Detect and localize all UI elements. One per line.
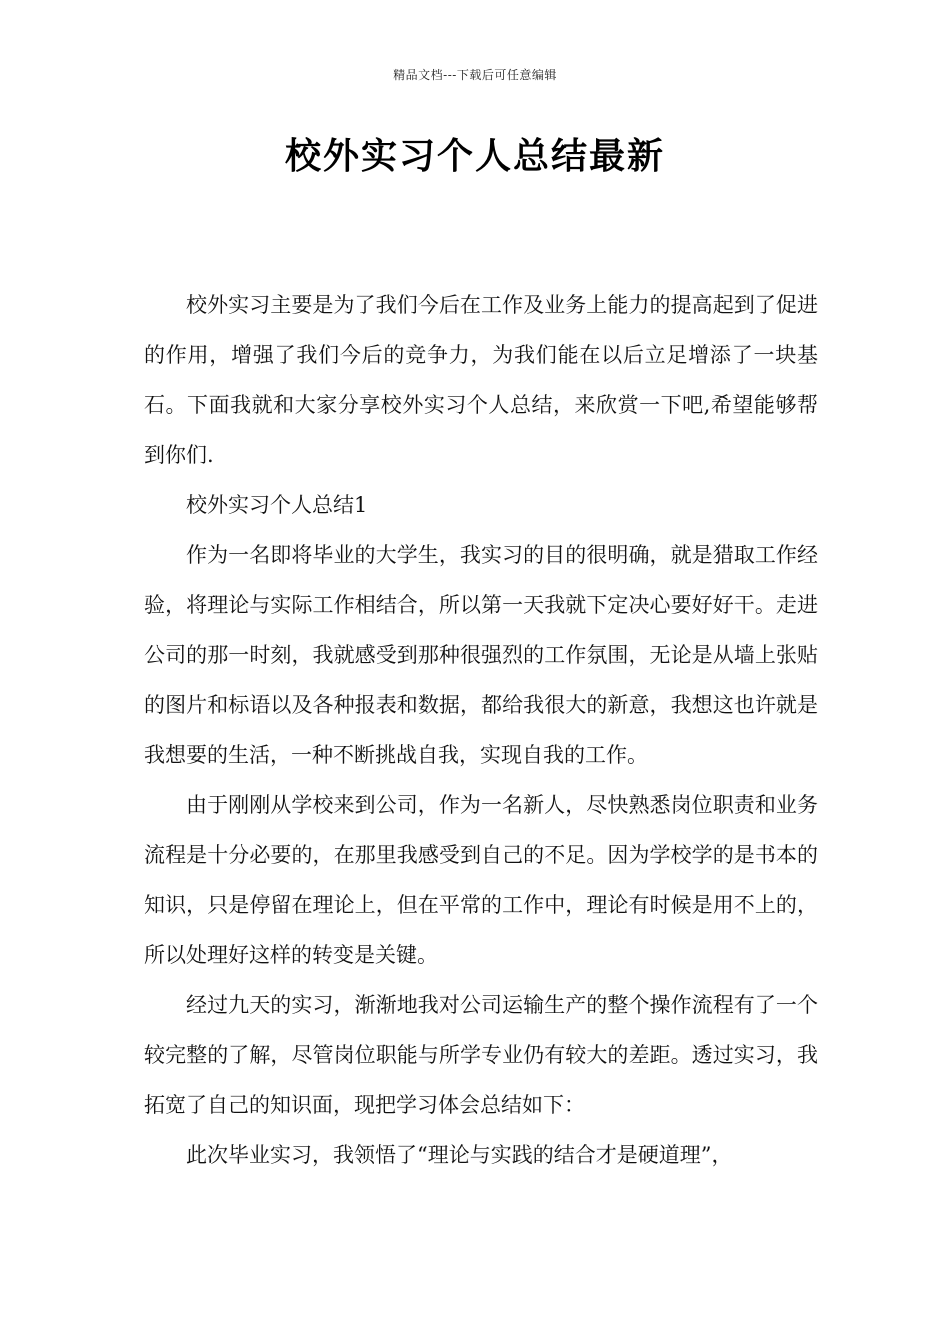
body-paragraph: 此次毕业实习，我领悟了“理论与实践的结合才是硬道理”， [186, 1143, 733, 1167]
section-heading: 校外实习个人总结1 [186, 493, 368, 517]
document-title: 校外实习个人总结最新 [284, 135, 665, 177]
intro-paragraph: 校外实习主要是为了我们今后在工作及业务上能力的提高起到了促进的作用，增强了我们今后的竞争力，为我们能在以后立足增添了一块基石。下面我就和大家分享校外实习个人总结，来欣赏一下吧,希望能够帮到你们. [144, 293, 818, 467]
body-paragraph: 作为一名即将毕业的大学生，我实习的目的很明确，就是猎取工作经验，将理论与实际工作相结合，所以第一天我就下定决心要好好干。走进公司的那一时刻，我就感受到那种很强烈的工作氛围，无论是从墙上张贴的图片和标语以及各种报表和数据，都给我很大的新意，我想这也许就是我想要的生活，一种不断挑战自我，实现自我的工作。 [144, 543, 818, 767]
document-body [144, 280, 818, 1180]
header-note: 精品文档---下载后可任意编辑 [393, 68, 557, 82]
body-paragraph: 经过九天的实习，渐渐地我对公司运输生产的整个操作流程有了一个较完整的了解，尽管岗位职能与所学专业仍有较大的差距。透过实习，我拓宽了自己的知识面，现把学习体会总结如下： [144, 993, 818, 1117]
body-paragraph: 由于刚刚从学校来到公司，作为一名新人，尽快熟悉岗位职责和业务流程是十分必要的，在那里我感受到自己的不足。因为学校学的是书本的知识，只是停留在理论上，但在平常的工作中，理论有时候是用不上的，所以处理好这样的转变是关键。 [144, 793, 818, 967]
